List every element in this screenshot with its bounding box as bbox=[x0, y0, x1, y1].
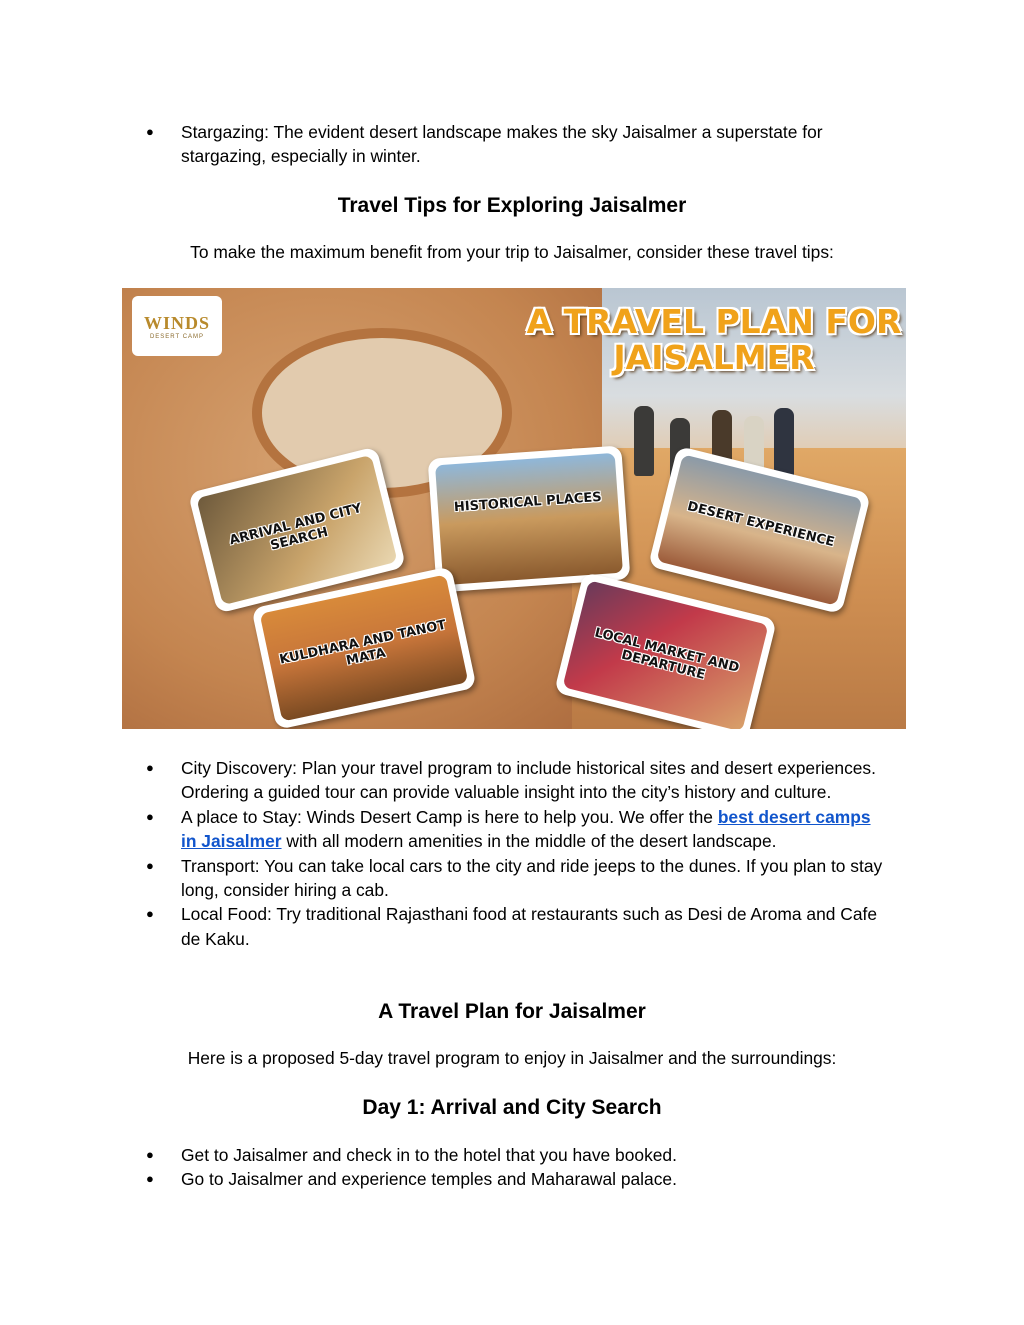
bullet-icon: ● bbox=[146, 1147, 154, 1162]
card-desert-label: DESERT EXPERIENCE bbox=[685, 498, 836, 551]
travel-plan-banner-image bbox=[122, 288, 906, 729]
card-historical-label: HISTORICAL PLACES bbox=[453, 489, 603, 516]
tip-text: A place to Stay: Winds Desert Camp is here to help you. We offer the bbox=[181, 806, 718, 827]
card-historical bbox=[428, 445, 631, 592]
list-item bbox=[146, 902, 886, 951]
card-market-label: LOCAL MARKET AND DEPARTURE bbox=[593, 625, 741, 683]
list-item bbox=[146, 120, 886, 169]
day1-list bbox=[146, 1143, 886, 1192]
list-item bbox=[146, 1143, 886, 1167]
logo-mark: WINDS bbox=[143, 312, 210, 333]
tip-text: Transport: You can take local cars to the city and ride jeeps to the dunes. If you plan to stay long, consider hiring a cab. bbox=[181, 855, 883, 901]
travel-tips-heading: Travel Tips for Exploring Jaisalmer bbox=[337, 194, 687, 217]
travel-tips-list bbox=[146, 756, 886, 951]
traveler-figure bbox=[634, 406, 654, 476]
day1-item-text: Get to Jaisalmer and check in to the hotel that you have booked. bbox=[181, 1145, 677, 1165]
winds-logo bbox=[132, 296, 222, 356]
bullet-icon: ● bbox=[146, 808, 154, 824]
day1-heading: Day 1: Arrival and City Search bbox=[362, 1096, 662, 1119]
best-desert-camps-link[interactable]: best desert camps in Jaisalmer bbox=[181, 806, 871, 852]
traveler-figure bbox=[774, 408, 794, 478]
list-item bbox=[146, 805, 886, 854]
bullet-icon: ● bbox=[146, 906, 154, 922]
logo-sub: DESERT CAMP bbox=[149, 333, 205, 340]
card-kuldhara-label: KULDHARA AND TANOT MATA bbox=[278, 617, 448, 669]
travel-tips-intro: To make the maximum benefit from your trip to Jaisalmer, consider these travel tips: bbox=[190, 242, 834, 262]
bullet-icon: ● bbox=[146, 124, 154, 139]
card-arrival-label: ARRIVAL AND CITY SEARCH bbox=[227, 500, 364, 554]
banner-title: A TRAVEL PLAN FOR JAISALMER bbox=[526, 302, 902, 377]
list-item bbox=[146, 756, 886, 805]
bullet-icon: ● bbox=[146, 1171, 154, 1187]
day1-item-text: Go to Jaisalmer and experience temples and Maharawal palace. bbox=[181, 1169, 677, 1190]
tip-text: Local Food: Try traditional Rajasthani food at restaurants such as Desi de Aroma and Cafe de Kaku. bbox=[181, 904, 878, 949]
travel-plan-intro: Here is a proposed 5-day travel program to enjoy in Jaisalmer and the surroundings: bbox=[187, 1048, 837, 1068]
bullet-icon: ● bbox=[146, 760, 154, 775]
bullet-icon: ● bbox=[146, 857, 154, 873]
stargazing-list bbox=[146, 120, 886, 169]
list-item bbox=[146, 854, 886, 903]
list-item bbox=[146, 1167, 886, 1191]
travel-plan-heading: A Travel Plan for Jaisalmer bbox=[378, 1000, 646, 1023]
stargazing-text: Stargazing: The evident desert landscape makes the sky Jaisalmer a superstate for stargazing, especially in winter. bbox=[181, 122, 823, 167]
tip-text: with all modern amenities in the middle of the desert landscape. bbox=[281, 831, 777, 852]
tip-text: City Discovery: Plan your travel program to include historical sites and desert experiences. Ordering a guided tour can provide valuable insight into the city’s history and culture. bbox=[181, 758, 876, 803]
